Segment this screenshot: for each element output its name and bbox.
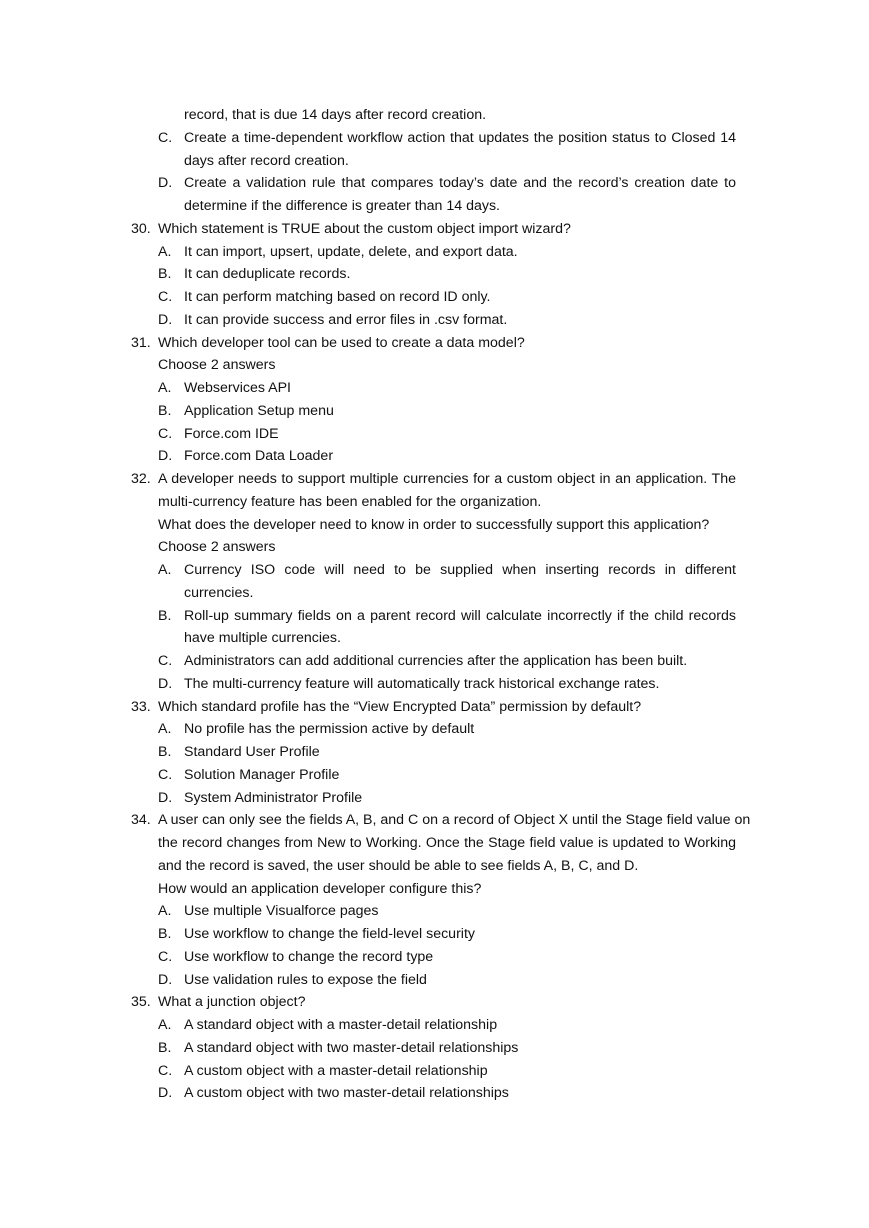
question-continuation — [0, 514, 869, 537]
answer-option — [0, 309, 869, 332]
option-letter: C. — [158, 425, 173, 442]
document-page — [0, 104, 869, 1105]
option-text: Webservices API — [184, 380, 291, 396]
answer-option — [0, 263, 869, 286]
question-text: and the record is saved, the user should be able to see fields A, B, C, and D. — [158, 857, 639, 874]
option-text: Force.com Data Loader — [184, 448, 334, 465]
option-letter: A. — [158, 243, 172, 260]
option-letter: C. — [158, 766, 173, 783]
question-continuation — [0, 354, 869, 377]
option-letter: B. — [158, 402, 172, 419]
option-letter: B. — [158, 266, 172, 283]
option-letter: A. — [158, 721, 172, 738]
answer-option — [0, 400, 869, 423]
option-letter: A. — [158, 380, 172, 396]
option-letter: C. — [158, 129, 173, 146]
option-text: currencies. — [184, 584, 254, 601]
question-text: the record changes from New to Working. Once the Stage field value is updated to Working — [158, 835, 736, 851]
answer-option — [0, 241, 869, 264]
answer-option — [0, 946, 869, 969]
option-text: have multiple currencies. — [184, 630, 341, 647]
option-text: Create a validation rule that compares today’s date and the record’s creation date to — [184, 175, 736, 192]
question-continuation — [0, 491, 869, 514]
answer-option — [0, 741, 869, 764]
question-text: multi-currency feature has been enabled for the organization. — [158, 493, 542, 510]
option-text: A standard object with a master-detail relationship — [184, 1017, 498, 1033]
option-letter: C. — [158, 948, 173, 965]
option-text: A standard object with two master-detail relationships — [184, 1039, 519, 1056]
answer-option — [0, 764, 869, 787]
option-text: Solution Manager Profile — [184, 766, 340, 783]
answer-option — [0, 787, 869, 810]
question-number: 35. — [131, 994, 151, 1011]
option-letter: D. — [158, 175, 173, 192]
option-text: Currency ISO code will need to be supplied when inserting records in different — [184, 562, 736, 578]
question-number: 34. — [131, 812, 151, 829]
answer-option — [0, 377, 869, 400]
option-letter: B. — [158, 607, 172, 624]
question-continuation — [0, 832, 869, 855]
option-letter: D. — [158, 675, 173, 692]
option-letter: A. — [158, 562, 172, 578]
option-letter: D. — [158, 789, 173, 806]
question-text: Which standard profile has the “View Encrypted Data” permission by default? — [158, 698, 642, 715]
option-letter: D. — [158, 311, 173, 328]
question-line — [0, 332, 869, 355]
option-letter: C. — [158, 289, 173, 305]
answer-option — [0, 900, 869, 923]
option-text: Use multiple Visualforce pages — [184, 903, 379, 920]
question-continuation — [0, 878, 869, 901]
option-text: No profile has the permission active by default — [184, 721, 475, 738]
question-number: 30. — [131, 220, 151, 237]
option-continuation — [0, 150, 869, 173]
question-line — [0, 809, 869, 832]
answer-option — [0, 423, 869, 446]
option-continuation — [0, 195, 869, 218]
option-text: A custom object with a master-detail relationship — [184, 1062, 488, 1079]
option-text: Standard User Profile — [184, 744, 320, 760]
answer-option — [0, 1037, 869, 1060]
option-text: It can perform matching based on record ID only. — [184, 289, 491, 305]
option-letter: D. — [158, 448, 173, 465]
question-text: A developer needs to support multiple currencies for a custom object in an application. The — [158, 471, 736, 487]
option-text: It can deduplicate records. — [184, 266, 351, 283]
answer-option — [0, 1082, 869, 1105]
answer-option — [0, 559, 869, 582]
option-letter: A. — [158, 1017, 172, 1033]
answer-option — [0, 1060, 869, 1083]
question-text: How would an application developer configure this? — [158, 880, 482, 897]
answer-option — [0, 286, 869, 309]
option-letter: C. — [158, 1062, 173, 1079]
question-number: 31. — [131, 334, 151, 351]
answer-option — [0, 673, 869, 696]
question-text: Which developer tool can be used to create a data model? — [158, 334, 525, 351]
option-text: It can import, upsert, update, delete, and export data. — [184, 243, 518, 260]
answer-option — [0, 969, 869, 992]
option-text: System Administrator Profile — [184, 789, 363, 806]
option-text: Force.com IDE — [184, 425, 279, 442]
option-letter: D. — [158, 971, 173, 988]
option-letter: A. — [158, 903, 172, 920]
question-text: What does the developer need to know in order to successfully support this application? — [158, 516, 710, 533]
option-text: determine if the difference is greater than 14 days. — [184, 198, 500, 214]
answer-option — [0, 718, 869, 741]
answer-option — [0, 445, 869, 468]
option-text: It can provide success and error files in .csv format. — [184, 311, 508, 328]
option-letter: D. — [158, 1085, 173, 1102]
option-text: Use workflow to change the record type — [184, 948, 434, 965]
option-letter: B. — [158, 1039, 172, 1056]
option-text: Create a time-dependent workflow action that updates the position status to Closed 14 — [184, 129, 736, 146]
option-text: days after record creation. — [184, 152, 349, 169]
question-text: Choose 2 answers — [158, 539, 276, 556]
option-text: A custom object with two master-detail relationships — [184, 1085, 509, 1102]
question-continuation — [0, 536, 869, 559]
answer-option — [0, 650, 869, 673]
option-text: Use validation rules to expose the field — [184, 971, 427, 988]
option-text: Application Setup menu — [184, 402, 334, 419]
question-text: A user can only see the fields A, B, and C on a record of Object X until the Stage field value on — [158, 812, 751, 829]
option-text: Administrators can add additional currencies after the application has been built. — [184, 653, 688, 669]
question-line — [0, 696, 869, 719]
option-text: Roll-up summary fields on a parent record will calculate incorrectly if the child records — [184, 607, 736, 624]
option-letter: B. — [158, 926, 172, 942]
option-letter: B. — [158, 744, 172, 760]
question-text: What a junction object? — [158, 994, 306, 1011]
option-continuation — [0, 582, 869, 605]
option-text: The multi-currency feature will automatically track historical exchange rates. — [184, 675, 660, 692]
question-text: Choose 2 answers — [158, 357, 276, 374]
answer-option — [0, 605, 869, 628]
question-line — [0, 218, 869, 241]
option-continuation — [0, 104, 869, 127]
question-number: 32. — [131, 471, 151, 487]
question-number: 33. — [131, 698, 151, 715]
answer-option — [0, 172, 869, 195]
question-line — [0, 991, 869, 1014]
question-continuation — [0, 855, 869, 878]
answer-option — [0, 923, 869, 946]
option-text: record, that is due 14 days after record creation. — [184, 107, 487, 123]
answer-option — [0, 127, 869, 150]
option-continuation — [0, 627, 869, 650]
question-line — [0, 468, 869, 491]
option-letter: C. — [158, 653, 173, 669]
answer-option — [0, 1014, 869, 1037]
question-text: Which statement is TRUE about the custom object import wizard? — [158, 220, 571, 237]
option-text: Use workflow to change the field-level security — [184, 926, 475, 942]
